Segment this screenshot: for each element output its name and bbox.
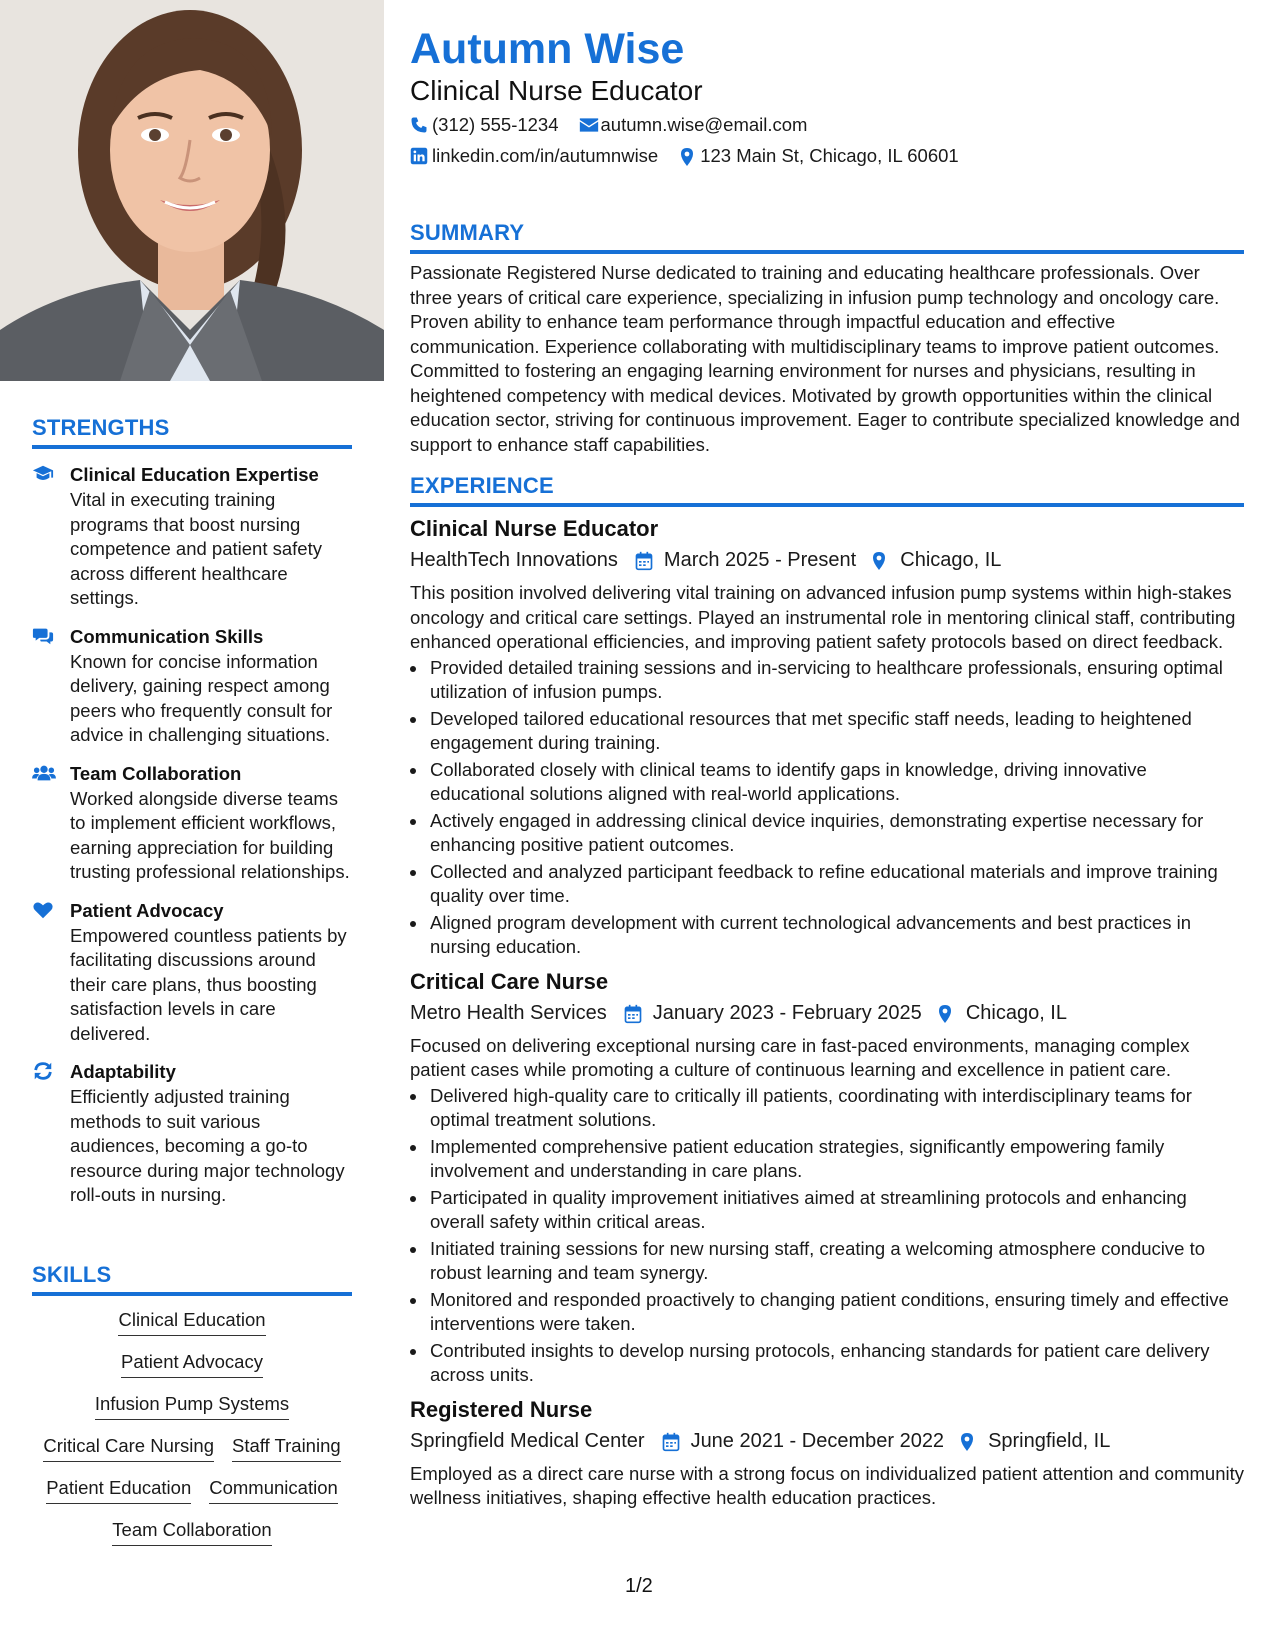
bullet-item: • Collected and analyzed participant feedback to refine educational materials and improve training quality over time. — [428, 860, 1244, 909]
job-bullets — [410, 1084, 1244, 1388]
job-dates: January 2023 - February 2025 — [652, 1001, 922, 1024]
strength-item — [32, 624, 352, 748]
job-location: Chicago, IL — [965, 1001, 1067, 1024]
bullet-item: • Monitored and responded proactively to changing patient conditions, ensuring timely and effective interventions were taken. — [428, 1288, 1244, 1337]
skill-tag: Infusion Pump Systems — [95, 1392, 289, 1420]
calendar-icon — [634, 550, 654, 570]
skill-tag: Patient Education — [46, 1476, 191, 1504]
job-description: Employed as a direct care nurse with a strong focus on individualized patient attention and community wellness initiatives, shaping effective health education practices. — [410, 1462, 1244, 1508]
job-entry — [410, 1395, 1244, 1511]
contact-line-1 — [410, 113, 821, 137]
email-text: autumn.wise@email.com — [600, 114, 808, 135]
phone-icon — [410, 116, 428, 134]
address-text: 123 Main St, Chicago, IL 60601 — [700, 145, 959, 166]
email-contact[interactable] — [579, 113, 808, 137]
job-dates: June 2021 - December 2022 — [690, 1429, 945, 1452]
summary-heading: SUMMARY — [410, 220, 1244, 254]
experience-heading: EXPERIENCE — [410, 473, 1244, 507]
page-number: 1/2 — [625, 1575, 653, 1597]
skill-tag: Patient Advocacy — [121, 1350, 263, 1378]
strengths-heading: STRENGTHS — [32, 415, 352, 449]
refresh-icon — [32, 1060, 56, 1084]
job-description: Focused on delivering exceptional nursing care in fast-paced environments, managing complex patient cases while promoting a culture of continuous learning and excellence in patient care. — [410, 1034, 1190, 1080]
calendar-icon — [661, 1431, 681, 1451]
skill-tag: Communication — [209, 1476, 338, 1504]
strengths-section — [32, 415, 352, 1208]
job-title: Registered Nurse — [410, 1396, 593, 1422]
skills-heading: SKILLS — [32, 1262, 352, 1296]
phone-text: (312) 555-1234 — [432, 114, 559, 135]
strength-desc: Known for concise information delivery, gaining respect among peers who frequently consult for advice in challenging situations. — [70, 650, 333, 745]
bullet-item: • Aligned program development with current technological advancements and best practices in nursing education. — [428, 911, 1244, 960]
skills-section — [32, 1262, 352, 1560]
strength-desc: Vital in executing training programs that boost nursing competence and patient safety across different healthcare settings. — [70, 489, 322, 608]
job-entry — [410, 967, 1244, 1388]
strength-item — [32, 1059, 352, 1208]
skill-tag: Team Collaboration — [112, 1518, 271, 1546]
job-company: Metro Health Services — [410, 1001, 607, 1024]
job-meta — [410, 545, 1244, 575]
job-company: Springfield Medical Center — [410, 1429, 645, 1452]
job-entry — [410, 514, 1244, 960]
job-dates: March 2025 - Present — [663, 549, 857, 571]
bullet-item: • Initiated training sessions for new nursing staff, creating a welcoming atmosphere conducive to robust learning and team synergy. — [428, 1237, 1244, 1286]
bullet-item: • Contributed insights to develop nursing protocols, enhancing standards for patient care delivery across units. — [428, 1339, 1244, 1388]
strength-item — [32, 761, 352, 885]
job-company: HealthTech Innovations — [410, 549, 618, 571]
candidate-role: Clinical Nurse Educator — [410, 75, 703, 106]
heart-icon — [32, 899, 56, 923]
job-location: Chicago, IL — [900, 549, 1002, 571]
strength-title: Patient Advocacy — [70, 899, 224, 921]
skill-tag: Clinical Education — [118, 1308, 265, 1336]
candidate-name: Autumn Wise — [410, 25, 685, 73]
strength-item — [32, 462, 352, 611]
job-location: Springfield, IL — [988, 1429, 1111, 1452]
job-meta — [410, 998, 1244, 1028]
calendar-icon — [623, 1003, 643, 1023]
strength-title: Team Collaboration — [70, 762, 242, 784]
skill-tag: Critical Care Nursing — [43, 1434, 214, 1462]
strength-desc: Efficiently adjusted training methods to suit various audiences, becoming a go-to resource during major technology roll-outs in nursing. — [70, 1086, 345, 1205]
bullet-item: • Implemented comprehensive patient education strategies, significantly empowering family involvement and understanding in care plans. — [428, 1135, 1244, 1184]
summary-section — [410, 220, 1244, 457]
contact-line-2 — [410, 144, 973, 168]
bullet-item: • Participated in quality improvement initiatives aimed at streamlining protocols and enhancing overall safety within critical areas. — [428, 1186, 1244, 1235]
left-column — [0, 0, 384, 1650]
bullet-item: • Actively engaged in addressing clinical device inquiries, demonstrating expertise necessary for enhancing positive patient outcomes. — [428, 809, 1244, 858]
linkedin-icon — [410, 147, 428, 165]
strength-title: Communication Skills — [70, 625, 264, 647]
strength-item — [32, 898, 352, 1047]
linkedin-text: linkedin.com/in/autumnwise — [432, 145, 659, 166]
strength-title: Clinical Education Expertise — [70, 464, 319, 485]
map-pin-icon — [678, 147, 696, 165]
job-title: Clinical Nurse Educator — [410, 516, 659, 541]
job-title: Critical Care Nurse — [410, 968, 609, 994]
summary-text: Passionate Registered Nurse dedicated to training and educating healthcare professionals. Over three years of critical care experience, specializing in infusion pump technology and oncology care. Proven ability to enhance team performance through impactful education and effective communication. Experience collaborating with multidisciplinary teams to improve patient outcomes. Committed to fostering an engaging learning environment for nurses and physicians, resulting in heightened competency with medical devices. Motivated by growth opportunities within the clinical education sector, striving for continuous improvement. Eager to contribute specialized knowledge and support to enhance staff capabilities. — [410, 262, 1240, 455]
map-pin-icon — [870, 550, 890, 570]
bullet-item: • Collaborated closely with clinical teams to identify gaps in knowledge, driving innovative educational solutions aligned with real-world applications. — [428, 758, 1244, 807]
map-pin-icon — [958, 1431, 978, 1451]
graduation-cap-icon — [32, 463, 56, 487]
bullet-item: • Provided detailed training sessions and in-servicing to healthcare professionals, ensuring optimal utilization of infusion pumps. — [428, 656, 1244, 705]
strength-desc: Worked alongside diverse teams to implement efficient workflows, earning appreciation for building trusting professional relationships. — [70, 787, 350, 882]
bullet-item: • Developed tailored educational resources that met specific staff needs, leading to heightened engagement during training. — [428, 707, 1244, 756]
profile-photo — [0, 0, 384, 381]
map-pin-icon — [936, 1003, 956, 1023]
chat-bubbles-icon — [32, 625, 56, 649]
strength-desc: Empowered countless patients by facilitating discussions around their care plans, thus boosting satisfaction levels in care delivered. — [70, 924, 347, 1044]
phone-contact — [410, 113, 559, 137]
job-meta — [410, 1426, 1244, 1456]
linkedin-contact[interactable] — [410, 144, 658, 168]
job-description: This position involved delivering vital training on advanced infusion pump systems within high-stakes oncology and critical care settings. Played an instrumental role in mentoring clinical staff, contributing enhanced operational efficiencies, and improving patient safety protocols based on direct feedback. — [410, 582, 1236, 652]
strength-title: Adaptability — [70, 1061, 176, 1082]
bullet-item: • Delivered high-quality care to critically ill patients, coordinating with interdisciplinary teams for optimal treatment solutions. — [428, 1084, 1244, 1133]
address-contact — [678, 144, 959, 168]
users-icon — [32, 762, 56, 786]
job-bullets — [410, 656, 1244, 960]
experience-section — [410, 473, 1244, 1511]
skill-tag: Staff Training — [232, 1434, 341, 1462]
envelope-icon — [579, 116, 597, 134]
